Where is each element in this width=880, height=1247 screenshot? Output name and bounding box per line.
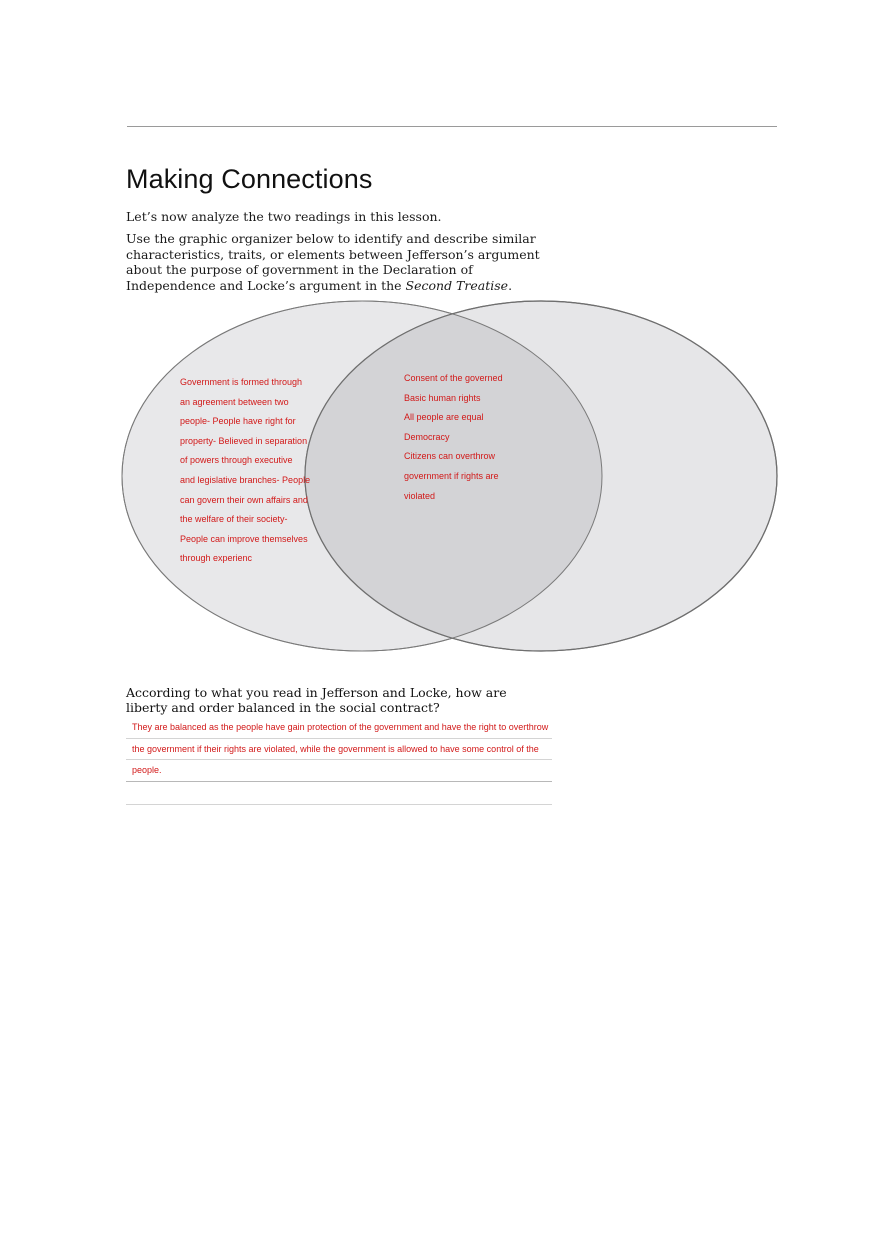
venn-left-notes: [180, 373, 320, 569]
venn-overlap-notes: [404, 369, 554, 506]
left-note-line: People can improve themselves: [180, 533, 308, 544]
answer-line: They are balanced as the people have gain protection of the government and have the right to overthrow: [126, 717, 552, 739]
left-note-line: can govern their own affairs and: [180, 494, 308, 505]
left-note-line: Government is formed through: [180, 377, 303, 387]
left-note-line: an agreement between two: [180, 396, 289, 407]
overlap-note-line: Basic human rights: [404, 392, 481, 403]
left-note-line: people- People have right for: [180, 416, 296, 427]
top-divider: [127, 126, 777, 127]
overlap-note-line: violated: [404, 490, 436, 501]
answer-line: the government if their rights are violated, while the government is allowed to have some control of the: [126, 739, 552, 761]
instructions-text-end: .: [508, 277, 513, 293]
overlap-note-line: government if rights are: [404, 470, 499, 481]
left-note-line: property- Believed in separation: [180, 435, 308, 446]
overlap-note-line: All people are equal: [404, 412, 484, 423]
instructions-text-start: Use the graphic organizer below to identify and describe similar characteristics, traits, or elements between Jefferson’s argument about the purpose of government in the Declaration of Independence and Locke’s argument in the: [126, 231, 540, 293]
left-note-line: of powers through executive: [180, 455, 293, 466]
overlap-note-line: Consent of the governed: [404, 373, 503, 383]
overlap-note-line: Democracy: [404, 431, 450, 442]
answer-line-empty: [126, 782, 552, 805]
left-note-line: and legislative branches- People: [180, 474, 311, 485]
left-note-line: through experienc: [180, 553, 253, 564]
left-note-line: the welfare of their society-: [180, 514, 288, 525]
second-treatise-title: Second Treatise: [405, 277, 509, 293]
overlap-note-line: Citizens can overthrow: [404, 451, 496, 462]
instructions-text: [126, 231, 551, 293]
answer-field[interactable]: [126, 717, 552, 805]
intro-text: Let’s now analyze the two readings in this lesson.: [126, 209, 442, 224]
page-title: Making Connections: [126, 164, 373, 194]
answer-line: people.: [126, 760, 552, 782]
question-text: According to what you read in Jefferson and Locke, how are liberty and order balanced in the social contract?: [126, 685, 507, 715]
